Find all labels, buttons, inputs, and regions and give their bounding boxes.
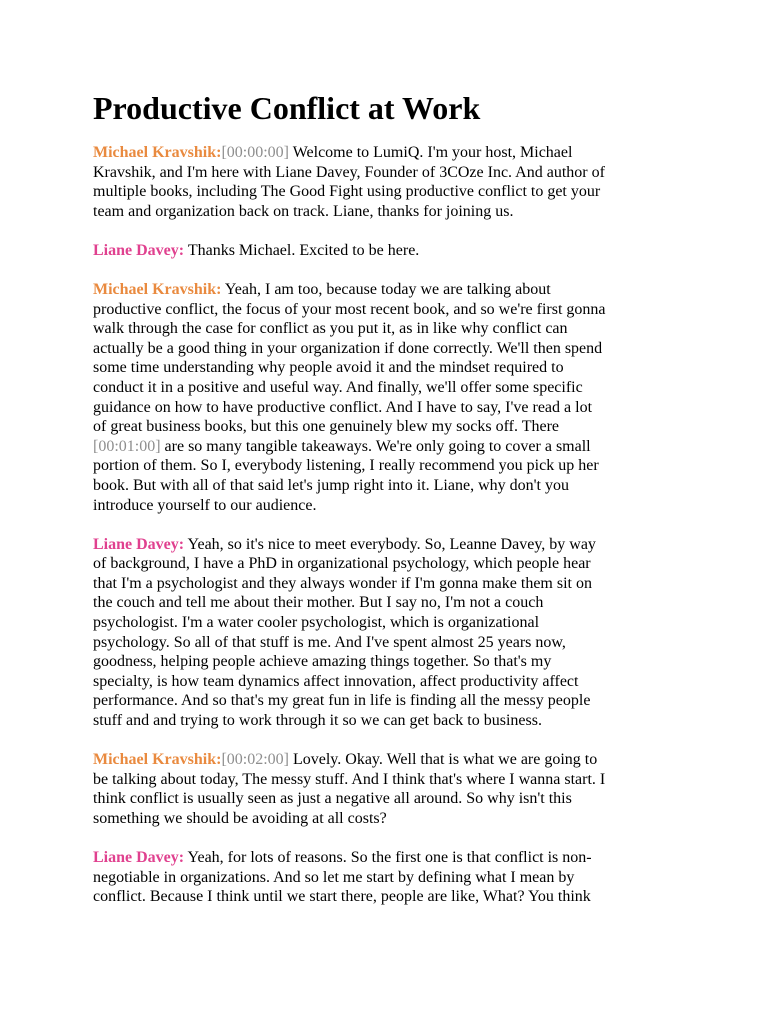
- timestamp: [00:01:00]: [93, 437, 161, 455]
- transcript-text: performance. And so that's my great fun in life is finding all the messy people: [93, 692, 591, 710]
- transcript-paragraph: [93, 848, 693, 907]
- transcript-text: are so many tangible takeaways. We're only going to cover a small: [160, 437, 591, 455]
- transcript-text: think conflict is usually seen as just a negative all around. So why isn't this: [93, 790, 572, 808]
- transcript-text: that I'm a psychologist and they always wonder if I'm gonna make them sit on: [93, 574, 592, 592]
- transcript-text: productive conflict, the focus of your most recent book, and so we're first gonna: [93, 300, 606, 318]
- transcript-text: walk through the case for conflict as you put it, as in like why conflict can: [93, 320, 568, 338]
- transcript-text: psychologist. I'm a water cooler psychologist, which is organizational: [93, 613, 540, 631]
- transcript-body: [93, 143, 693, 926]
- transcript-text: something we should be avoiding at all costs?: [93, 809, 387, 827]
- transcript-text: introduce yourself to our audience.: [93, 496, 317, 514]
- transcript-text: psychology. So all of that stuff is me. And I've spent almost 25 years now,: [93, 633, 566, 651]
- speaker-name: Michael Kravshik:: [93, 751, 222, 769]
- transcript-text: portion of them. So I, everybody listening, I really recommend you pick up her: [93, 457, 599, 475]
- transcript-paragraph: [93, 750, 693, 828]
- transcript-paragraph: [93, 280, 693, 515]
- transcript-text: Yeah, I am too, because today we are talking about: [221, 280, 551, 298]
- timestamp: [00:02:00]: [221, 751, 289, 769]
- transcript-paragraph: [93, 241, 693, 261]
- timestamp: [00:00:00]: [221, 144, 289, 161]
- transcript-text: Yeah, for lots of reasons. So the first one is that conflict is non-: [184, 848, 592, 866]
- speaker-name: Liane Davey:: [93, 241, 185, 259]
- transcript-text: the couch and tell me about their mother. But I say no, I'm not a couch: [93, 594, 544, 612]
- speaker-name: Liane Davey:: [93, 535, 185, 553]
- transcript-text: of background, I have a PhD in organizational psychology, which people hear: [93, 555, 591, 573]
- transcript-text: conflict. Because I think until we start there, people are like, What? You think: [93, 888, 591, 906]
- transcript-text: Lovely. Okay. Well that is what we are going to: [288, 751, 598, 769]
- transcript-text: Welcome to LumiQ. I'm your host, Michael: [288, 144, 573, 161]
- document-title: Productive Conflict at Work: [93, 90, 481, 126]
- transcript-paragraph: [93, 143, 693, 221]
- transcript-text: be talking about today, The messy stuff. And I think that's where I wanna start. I: [93, 770, 606, 788]
- speaker-name: Liane Davey:: [93, 848, 185, 866]
- transcript-text: goodness, helping people achieve amazing things together. So that's my: [93, 653, 552, 671]
- transcript-text: Thanks Michael. Excited to be here.: [184, 241, 420, 259]
- transcript-text: of great business books, but this one genuinely blew my socks off. There: [93, 418, 559, 436]
- speaker-name: Michael Kravshik:: [93, 144, 222, 161]
- transcript-text: specialty, is how team dynamics affect innovation, affect productivity affect: [93, 672, 579, 690]
- transcript-text: actually be a good thing in your organization if done correctly. We'll then spend: [93, 339, 603, 357]
- transcript-text: Yeah, so it's nice to meet everybody. So, Leanne Davey, by way: [184, 535, 596, 553]
- transcript-text: some time understanding why people avoid it and the mindset required to: [93, 359, 564, 377]
- transcript-paragraph: [93, 535, 693, 731]
- transcript-text: team and organization back on track. Liane, thanks for joining us.: [93, 202, 514, 220]
- transcript-text: conduct it in a positive and useful way. And finally, we'll offer some specific: [93, 378, 583, 396]
- transcript-text: multiple books, including The Good Fight using productive conflict to get your: [93, 183, 601, 201]
- transcript-text: book. But with all of that said let's jump right into it. Liane, why don't you: [93, 476, 569, 494]
- transcript-text: negotiable in organizations. And so let me start by defining what I mean by: [93, 868, 575, 886]
- transcript-text: guidance on how to have productive conflict. And I have to say, I've read a lot: [93, 398, 593, 416]
- transcript-text: stuff and and trying to work through it so we can get back to business.: [93, 711, 542, 729]
- transcript-text: Kravshik, and I'm here with Liane Davey, Founder of 3COze Inc. And author of: [93, 163, 605, 181]
- speaker-name: Michael Kravshik:: [93, 280, 222, 298]
